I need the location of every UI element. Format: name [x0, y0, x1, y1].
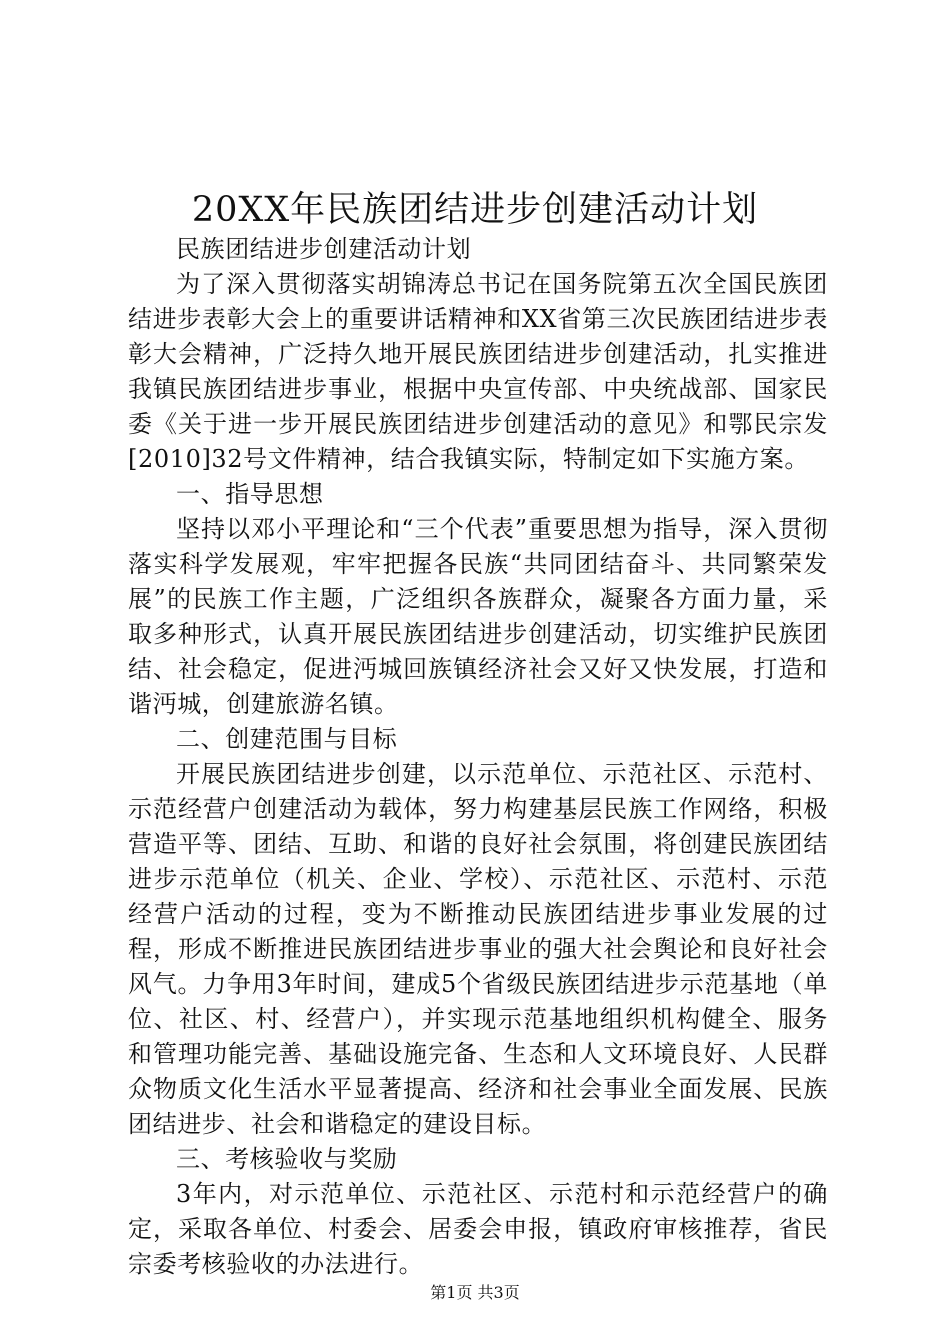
section-heading-scope-goals: 二、创建范围与目标	[176, 725, 398, 753]
subtitle-paragraph: 民族团结进步创建活动计划	[176, 235, 472, 263]
page-number-footer: 第1页 共3页	[430, 1283, 520, 1302]
section-heading-assessment: 三、考核验收与奖励	[176, 1145, 398, 1173]
intro-paragraph: 为了深入贯彻落实胡锦涛总书记在国务院第五次全国民族团结进步表彰大会上的重要讲话精神和XX省第三次民族团结进步表彰大会精神，广泛持久地开展民族团结进步创建活动，扎实推进我镇民族团结进步事业，根据中央宣传部、中央统战部、国家民委《关于进一步开展民族团结进步创建活动的意见》和鄂民宗发[2010]32号文件精神，结合我镇实际，特制定如下实施方案。	[128, 270, 828, 473]
guiding-thought-paragraph: 坚持以邓小平理论和“三个代表”重要思想为指导，深入贯彻落实科学发展观，牢牢把握各民族“共同团结奋斗、共同繁荣发展”的民族工作主题，广泛组织各族群众，凝聚各方面力量，采取多种形式，认真开展民族团结进步创建活动，切实维护民族团结、社会稳定，促进沔城回族镇经济社会又好又快发展，打造和谐沔城，创建旅游名镇。	[128, 515, 828, 718]
document-title: 20XX年民族团结进步创建活动计划	[191, 190, 759, 230]
document-body	[128, 232, 828, 1282]
section-heading-guiding-thought: 一、指导思想	[176, 480, 324, 508]
scope-goals-paragraph: 开展民族团结进步创建，以示范单位、示范社区、示范村、示范经营户创建活动为载体，努力构建基层民族工作网络，积极营造平等、团结、互助、和谐的良好社会氛围，将创建民族团结进步示范单位（机关、企业、学校）、示范社区、示范村、示范经营户活动的过程，变为不断推动民族团结进步事业发展的过程，形成不断推进民族团结进步事业的强大社会舆论和良好社会风气。力争用3年时间，建成5个省级民族团结进步示范基地（单位、社区、村、经营户），并实现示范基地组织机构健全、服务和管理功能完善、基础设施完备、生态和人文环境良好、人民群众物质文化生活水平显著提高、经济和社会事业全面发展、民族团结进步、社会和谐稳定的建设目标。	[128, 760, 828, 1138]
assessment-paragraph: 3年内，对示范单位、示范社区、示范村和示范经营户的确定，采取各单位、村委会、居委会申报，镇政府审核推荐，省民宗委考核验收的办法进行。	[128, 1180, 828, 1278]
